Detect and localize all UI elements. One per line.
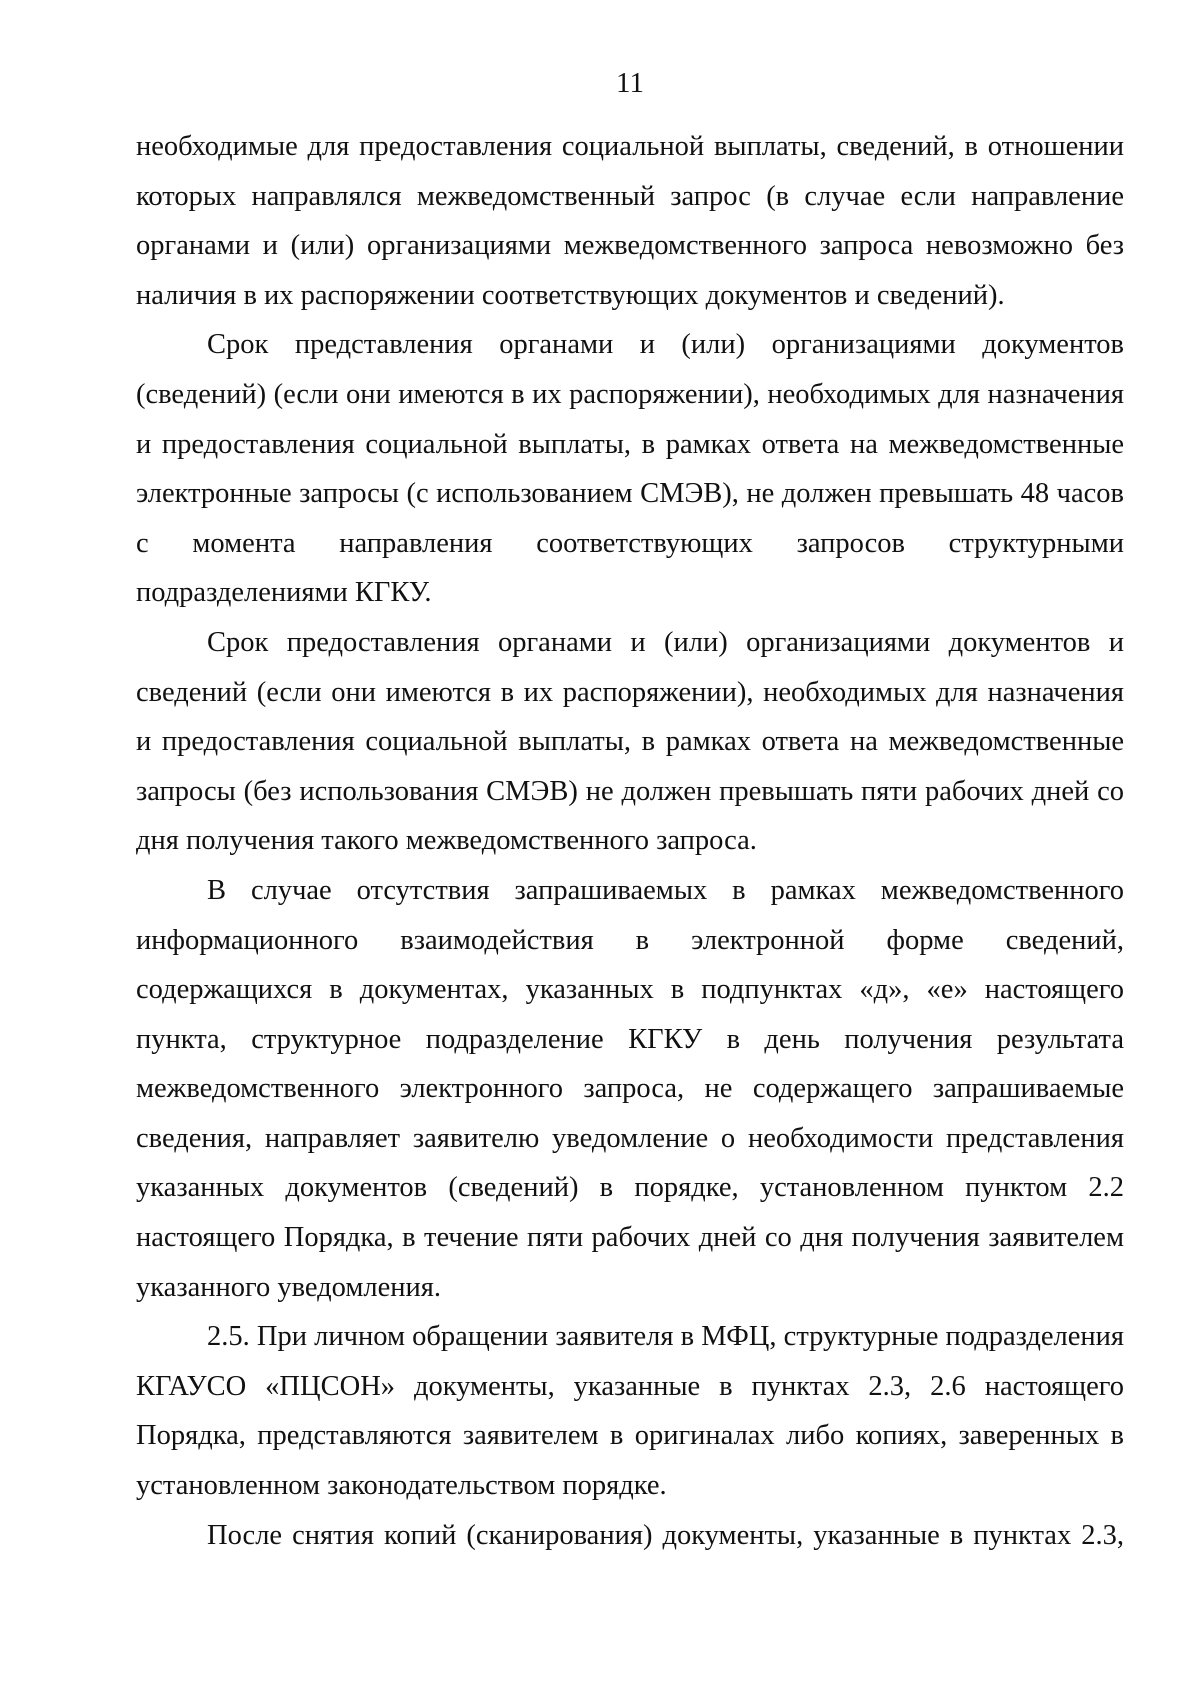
paragraph-section-2-5: 2.5. При личном обращении заявителя в МФЦ, структурные подразделения КГАУСО «ПЦСОН» документы, указанные в пунктах 2.3, 2.6 настоящего Порядка, представляются заявителем в оригиналах либо копиях, заверенных в установленном законодательством порядке. xyxy=(136,1321,1124,1502)
page-number: 11 xyxy=(616,67,644,99)
paragraph-after-copying: После снятия копий (сканирования) документы, указанные в пунктах 2.3, xyxy=(207,1519,1124,1551)
paragraph-non-smev-deadline: Срок предоставления органами и (или) организациями документов и сведений (если они имеются в их распоряжении), необходимых для назначения и предоставления социальной выплаты, в рамках ответа на межведомственные запросы (без использования СМЭВ) не должен превышать пяти рабочих дней со дня получения такого межведомственного запроса. xyxy=(136,626,1124,857)
paragraph-continuation: необходимые для предоставления социальной выплаты, сведений, в отношении которых направлялся межведомственный запрос (в случае если направление органами и (или) организациями межведомственного запроса невозможно без наличия в их распоряжении соответствующих документов и сведений). xyxy=(136,131,1124,311)
paragraph-smev-deadline: Срок представления органами и (или) организациями документов (сведений) (если они имеются в их распоряжении), необходимых для назначения и предоставления социальной выплаты, в рамках ответа на межведомственные электронные запросы (с использованием СМЭВ), не должен превышать 48 часов с момента направления соответствующих запросов структурными подразделениями КГКУ. xyxy=(136,329,1124,609)
document-body xyxy=(136,122,1124,1560)
paragraph-missing-information: В случае отсутствия запрашиваемых в рамках межведомственного информационного взаимодействия в электронной форме сведений, содержащихся в документах, указанных в подпунктах «д», «е» настоящего пункта, структурное подразделение КГКУ в день получения результата межведомственного электронного запроса, не содержащего запрашиваемые сведения, направляет заявителю уведомление о необходимости представления указанных документов (сведений) в порядке, установленном пунктом 2.2 настоящего Порядка, в течение пяти рабочих дней со дня получения заявителем указанного уведомления. xyxy=(136,874,1124,1303)
